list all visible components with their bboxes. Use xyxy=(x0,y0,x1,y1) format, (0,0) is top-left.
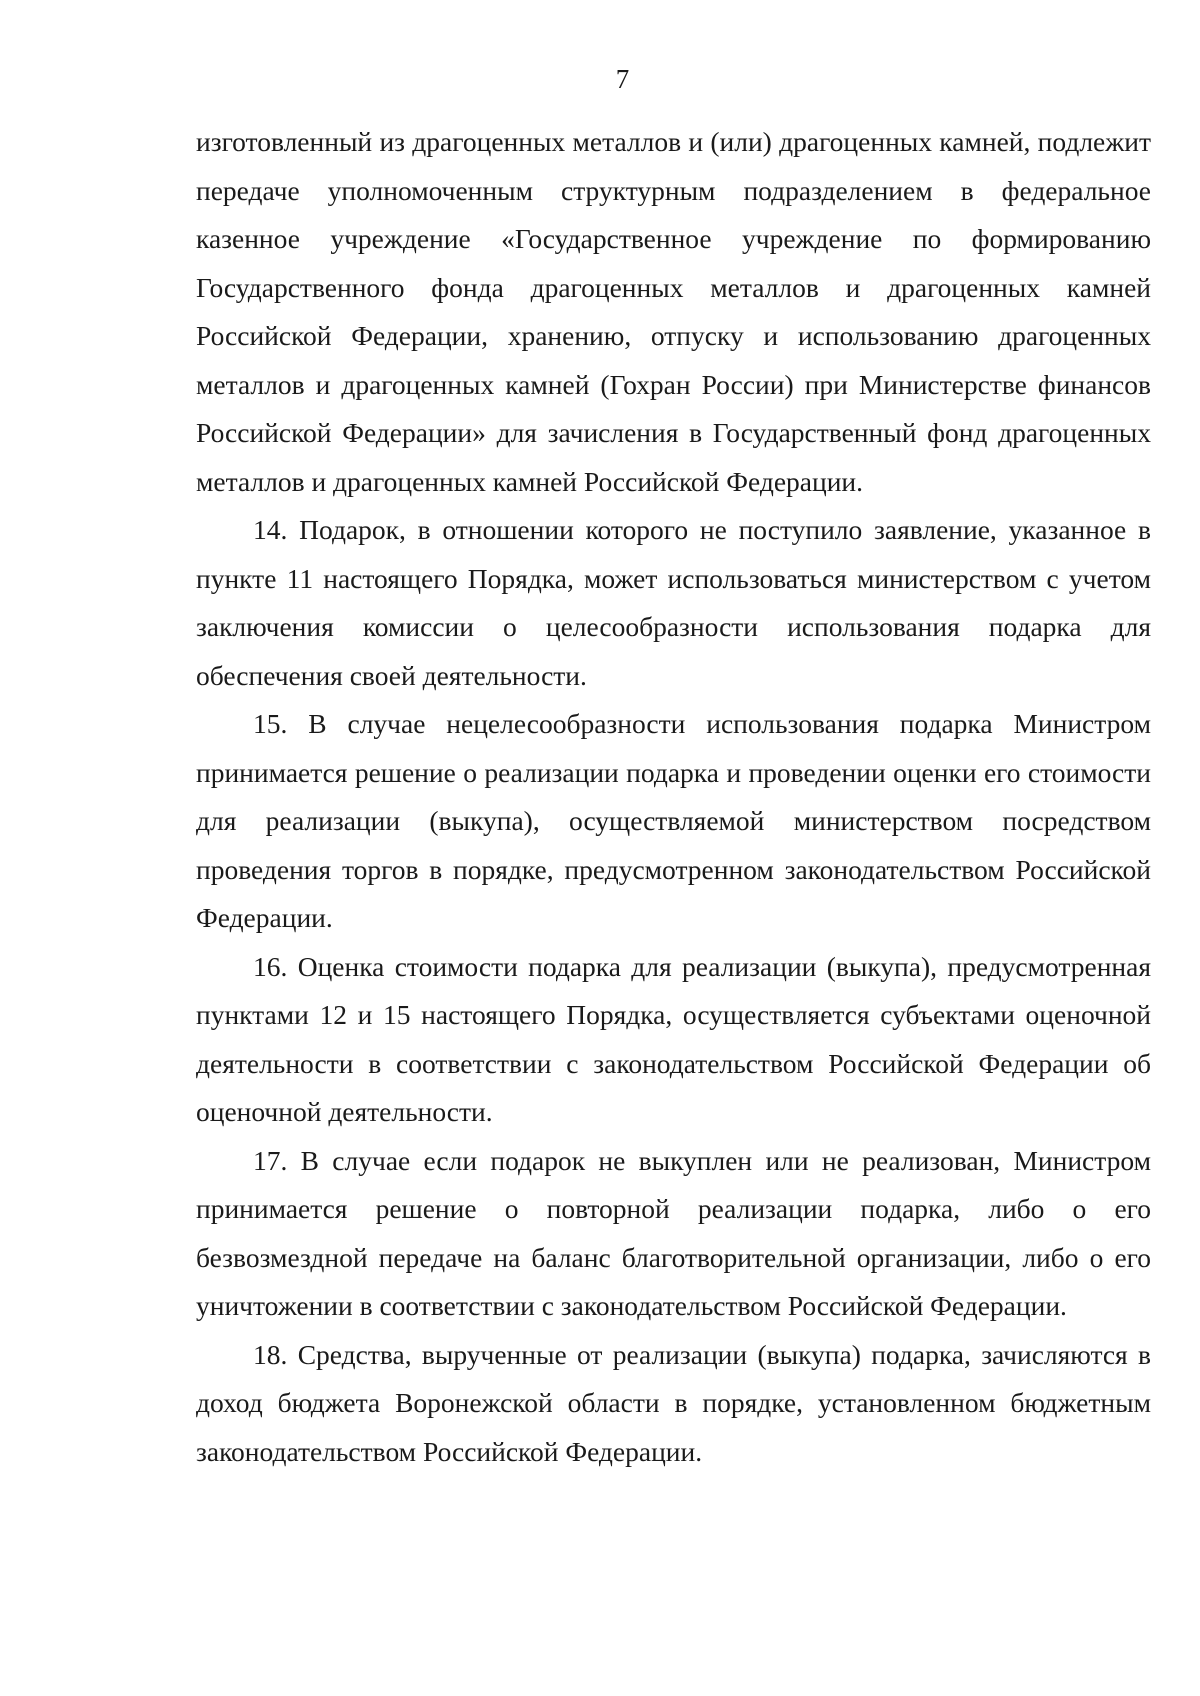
document-body xyxy=(196,118,1151,1476)
paragraph-continuation: изготовленный из драгоценных металлов и (или) драгоценных камней, подлежит передаче уполномоченным структурным подразделением в федеральное казенное учреждение «Государственное учреждение по формированию Государственного фонда драгоценных металлов и драгоценных камней Российской Федерации, хранению, отпуску и использованию драгоценных металлов и драгоценных камней (Гохран России) при Министерстве финансов Российской Федерации» для зачисления в Государственный фонд драгоценных металлов и драгоценных камней Российской Федерации. xyxy=(196,126,1151,497)
paragraph-item-17: 17. В случае если подарок не выкуплен или не реализован, Министром принимается решение о повторной реализации подарка, либо о его безвозмездной передаче на баланс благотворительной организации, либо о его уничтожении в соответствии с законодательством Российской Федерации. xyxy=(196,1144,1151,1321)
paragraph-item-16: 16. Оценка стоимости подарка для реализации (выкупа), предусмотренная пунктами 12 и 15 настоящего Порядка, осуществляется субъектами оценочной деятельности в соответствии с законодательством Российской Федерации об оценочной деятельности. xyxy=(196,950,1151,1127)
paragraph-item-15: 15. В случае нецелесообразности использования подарка Министром принимается решение о реализации подарка и проведении оценки его стоимости для реализации (выкупа), осуществляемой министерством посредством проведения торгов в порядке, предусмотренном законодательством Российской Федерации. xyxy=(196,708,1151,933)
paragraph-item-14: 14. Подарок, в отношении которого не поступило заявление, указанное в пункте 11 настоящего Порядка, может использоваться министерством с учетом заключения комиссии о целесообразности использования подарка для обеспечения своей деятельности. xyxy=(196,514,1151,691)
paragraph-item-18: 18. Средства, вырученные от реализации (выкупа) подарка, зачисляются в доход бюджета Воронежской области в порядке, установленном бюджетным законодательством Российской Федерации. xyxy=(196,1338,1151,1467)
page-number: 7 xyxy=(615,64,630,94)
